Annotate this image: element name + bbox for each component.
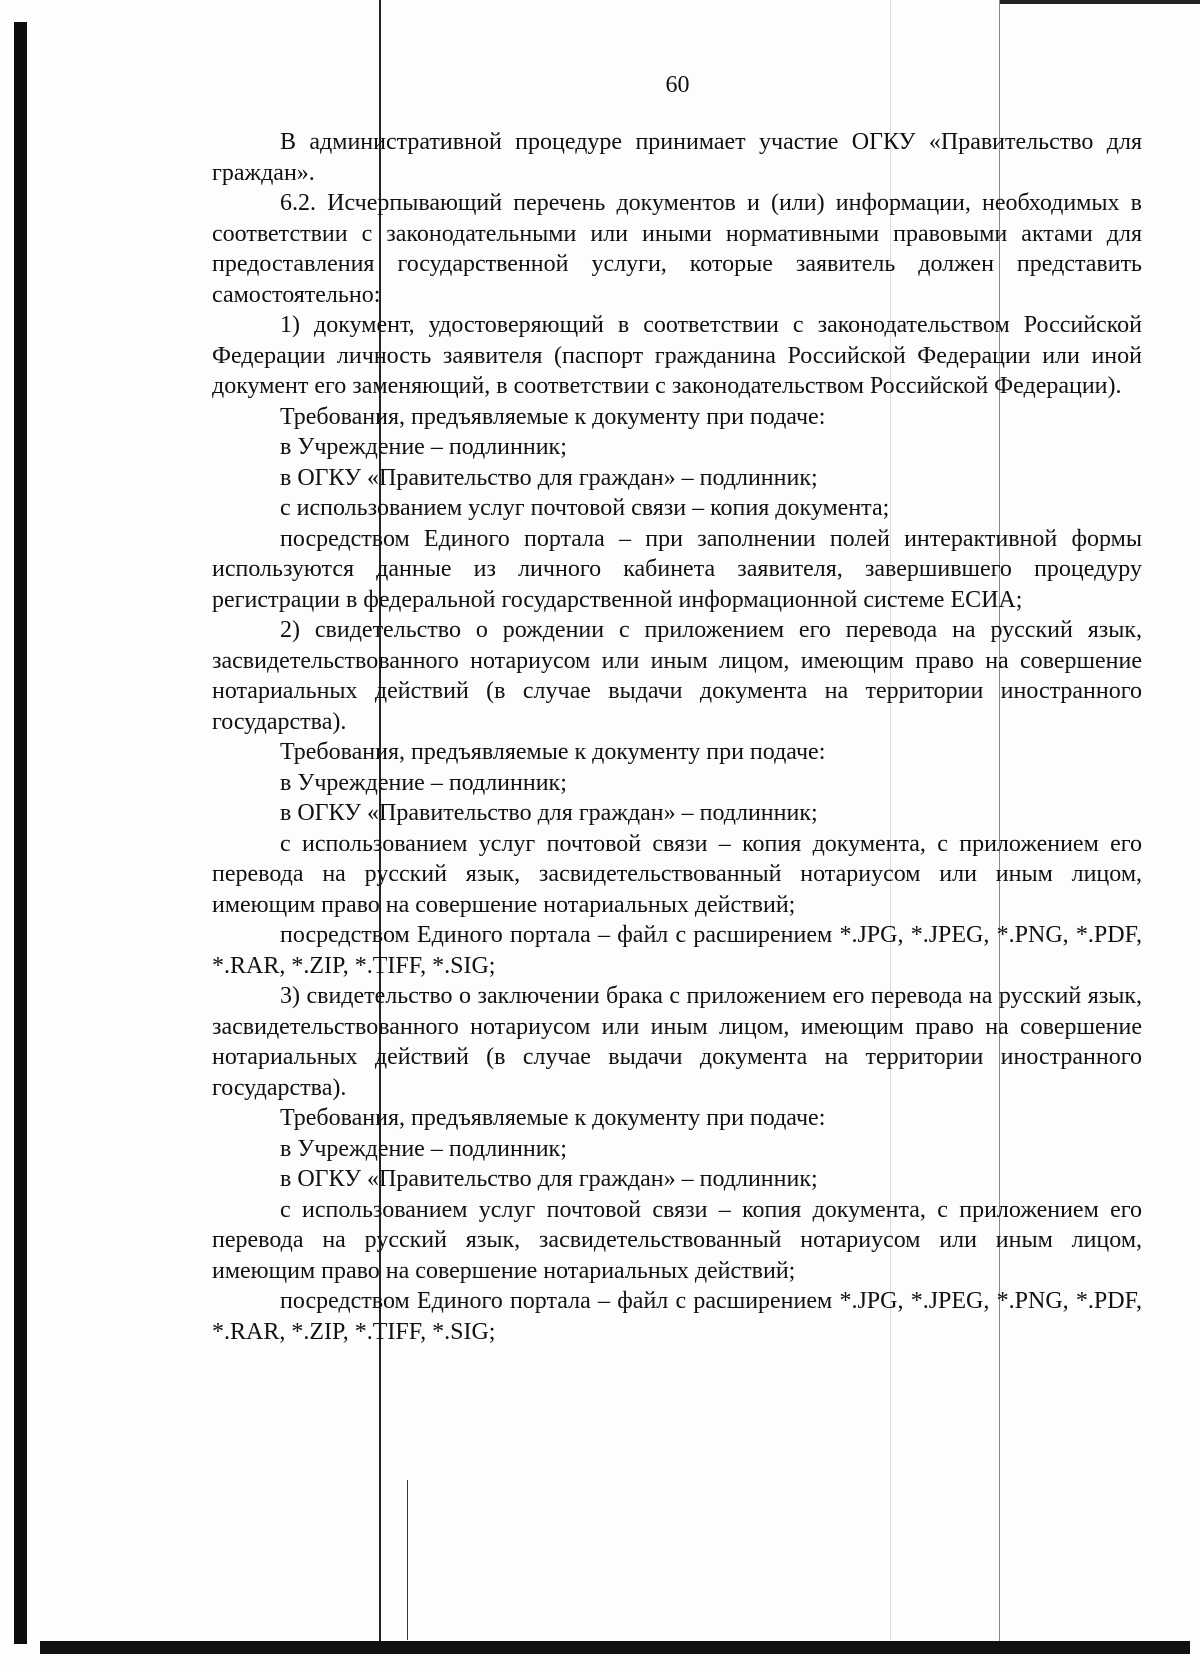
paragraph: посредством Единого портала – файл с расширением *.JPG, *.JPEG, *.PNG, *.PDF, *.RAR, *.ZIP, *.TIFF, *.SIG; [212, 922, 1142, 979]
document-body [212, 127, 1142, 1347]
scan-edge-left [14, 22, 27, 1644]
paragraph: посредством Единого портала – файл с расширением *.JPG, *.JPEG, *.PNG, *.PDF, *.RAR, *.ZIP, *.TIFF, *.SIG; [212, 1288, 1142, 1345]
page-number: 60 [665, 72, 690, 98]
paragraph: Требования, предъявляемые к документу при подаче: [280, 739, 826, 765]
paragraph: в Учреждение – подлинник; [280, 1135, 567, 1162]
paragraph: в Учреждение – подлинник; [280, 434, 567, 460]
paragraph: в ОГКУ «Правительство для граждан» – подлинник; [280, 800, 818, 826]
paragraph: 6.2. Исчерпывающий перечень документов и (или) информации, необходимых в соответствии с законодательными или иными нормативными правовыми актами для предоставления государственной услуги, которые заявитель должен представить самостоятельно: [212, 190, 1142, 308]
paragraph: Требования, предъявляемые к документу при подаче: [280, 403, 826, 430]
scan-edge-bottom [40, 1641, 1190, 1654]
paragraph: в ОГКУ «Правительство для граждан» – подлинник; [280, 464, 818, 491]
paragraph: в ОГКУ «Правительство для граждан» – подлинник; [280, 1166, 818, 1192]
paragraph: с использованием услуг почтовой связи – копия документа; [280, 495, 890, 521]
paragraph: 1) документ, удостоверяющий в соответствии с законодательством Российской Федерации личность заявителя (паспорт гражданина Российской Федерации или иной документ его заменяющий, в соответствии с законодательством Российской Федерации). [212, 312, 1142, 399]
paragraph: посредством Единого портала – при заполнении полей интерактивной формы используются данные из личного кабинета заявителя, завершившего процедуру регистрации в федеральной государственной информационной системе ЕСИА; [212, 525, 1142, 613]
fold-line [407, 1480, 408, 1640]
paragraph: Требования, предъявляемые к документу при подаче: [280, 1105, 826, 1131]
paragraph: с использованием услуг почтовой связи – копия документа, с приложением его перевода на русский язык, засвидетельствованный нотариусом или иным лицом, имеющим право на совершение нотариальных действий; [212, 830, 1142, 918]
paragraph: с использованием услуг почтовой связи – копия документа, с приложением его перевода на русский язык, засвидетельствованный нотариусом или иным лицом, имеющим право на совершение нотариальных действий; [212, 1196, 1142, 1284]
scan-edge-top [1000, 0, 1200, 4]
paragraph: 3) свидетельство о заключении брака с приложением его перевода на русский язык, засвидетельствованного нотариусом или иным лицом, имеющим право на совершение нотариальных действий (в случае выдачи документа на территории иностранного государства). [212, 983, 1142, 1101]
paragraph: 2) свидетельство о рождении с приложением его перевода на русский язык, засвидетельствованного нотариусом или иным лицом, имеющим право на совершение нотариальных действий (в случае выдачи документа на территории иностранного государства). [212, 617, 1142, 735]
paragraph: В административной процедуре принимает участие ОГКУ «Правительство для граждан». [212, 129, 1142, 186]
paragraph: в Учреждение – подлинник; [280, 769, 567, 796]
